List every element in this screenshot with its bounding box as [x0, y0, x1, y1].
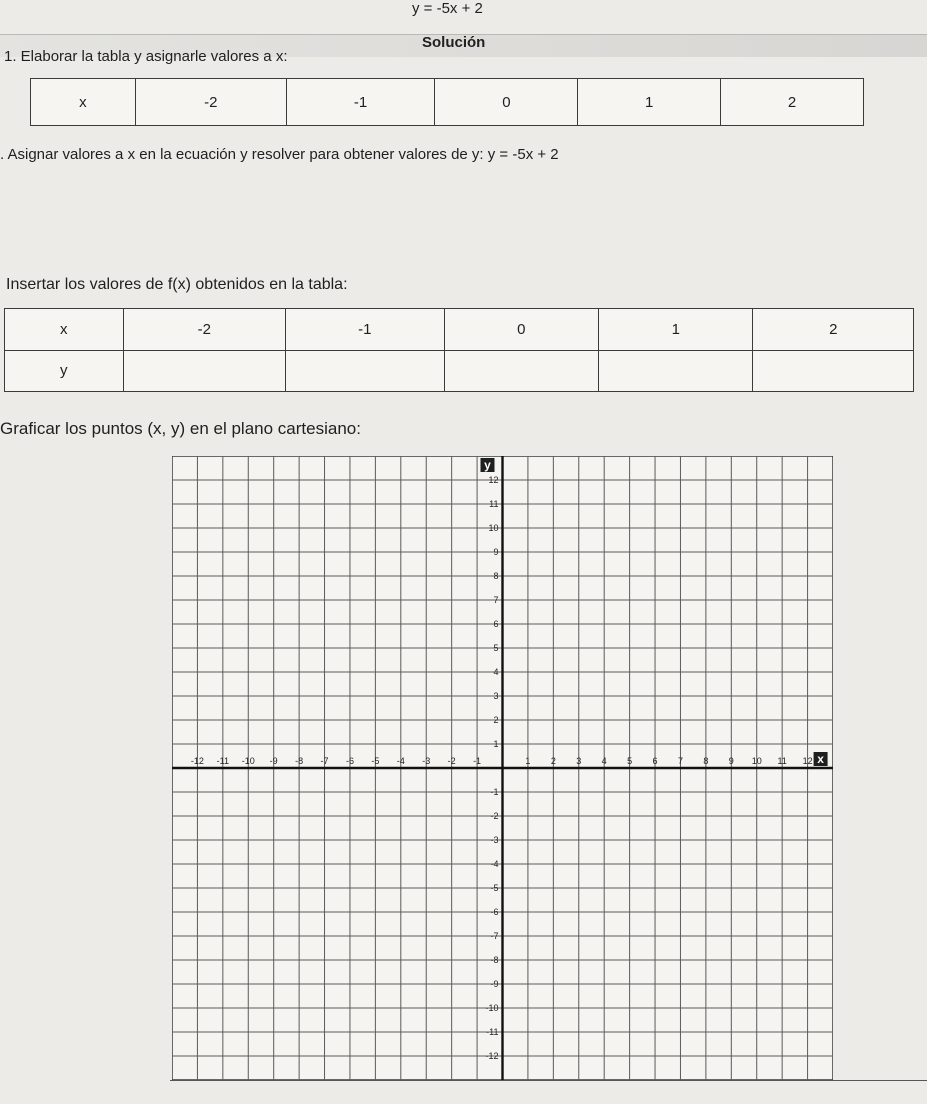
- x-tick-label: -6: [345, 756, 354, 766]
- x-tick-label: 7: [677, 756, 683, 766]
- y-tick-label: -4: [490, 859, 499, 869]
- x-header-cell: x: [5, 309, 124, 351]
- x-tick-label: -11: [216, 756, 230, 766]
- x-value-cell: 2: [721, 79, 864, 126]
- y-value-cell[interactable]: [286, 350, 444, 392]
- y-tick-label: 5: [493, 643, 499, 653]
- y-value-cell[interactable]: [599, 350, 753, 392]
- table-row: [31, 79, 864, 126]
- x-tick-label: -1: [473, 756, 482, 766]
- y-tick-label: -10: [485, 1003, 499, 1013]
- step-1-instruction: 1. Elaborar la tabla y asignarle valores a x:: [4, 48, 288, 65]
- y-tick-label: -12: [485, 1051, 499, 1061]
- step-4-instruction: Graficar los puntos (x, y) en el plano cartesiano:: [0, 419, 361, 438]
- x-tick-label: 11: [777, 756, 787, 766]
- x-value-cell: 0: [435, 79, 578, 126]
- y-value-cell[interactable]: [753, 350, 914, 392]
- x-tick-label: -5: [371, 756, 380, 766]
- x-tick-label: 9: [728, 756, 734, 766]
- x-tick-label: 10: [751, 756, 762, 766]
- x-value-cell: -1: [286, 309, 444, 351]
- x-tick-label: 6: [652, 756, 658, 766]
- y-tick-label: -8: [490, 955, 499, 965]
- x-axis-label: x: [817, 752, 824, 766]
- y-tick-label: -5: [490, 883, 499, 893]
- y-header-cell: y: [5, 350, 124, 392]
- x-tick-label: -9: [269, 756, 278, 766]
- bottom-rule: [170, 1080, 927, 1081]
- y-tick-label: 11: [489, 499, 499, 509]
- x-value-cell: -2: [135, 79, 286, 126]
- y-value-cell[interactable]: [123, 350, 285, 392]
- xy-values-table: [4, 308, 914, 392]
- y-tick-label: 7: [493, 595, 499, 605]
- x-value-cell: 0: [444, 309, 598, 351]
- x-tick-label: 4: [601, 756, 607, 766]
- x-tick-label: 12: [802, 756, 813, 766]
- x-value-cell: 2: [753, 309, 914, 351]
- x-header-cell: x: [31, 79, 136, 126]
- y-tick-label: 6: [493, 619, 499, 629]
- cartesian-plane: [172, 456, 833, 1080]
- y-value-cell[interactable]: [444, 350, 598, 392]
- x-value-cell: -1: [286, 79, 435, 126]
- y-tick-label: 10: [488, 523, 499, 533]
- y-tick-label: 3: [493, 691, 499, 701]
- x-values-table: [30, 78, 864, 126]
- solution-title: Solución: [422, 34, 486, 51]
- y-tick-label: 4: [493, 667, 499, 677]
- y-tick-label: 12: [488, 475, 499, 485]
- x-tick-label: -7: [320, 756, 329, 766]
- y-tick-label: -1: [490, 787, 499, 797]
- x-tick-label: 1: [525, 756, 531, 766]
- table-row: [5, 309, 914, 351]
- x-tick-label: 3: [576, 756, 582, 766]
- x-value-cell: 1: [578, 79, 721, 126]
- y-tick-label: 8: [493, 571, 499, 581]
- x-tick-label: -10: [241, 756, 255, 766]
- step-3-instruction: Insertar los valores de f(x) obtenidos en la tabla:: [6, 276, 348, 293]
- y-tick-label: -3: [490, 835, 499, 845]
- x-tick-label: -2: [447, 756, 456, 766]
- step-2-instruction: . Asignar valores a x en la ecuación y resolver para obtener valores de y: y = -5x + 2: [0, 146, 559, 163]
- y-tick-label: 9: [493, 547, 499, 557]
- y-tick-label: -9: [490, 979, 499, 989]
- y-tick-label: -2: [490, 811, 499, 821]
- y-tick-label: -6: [490, 907, 499, 917]
- x-value-cell: -2: [123, 309, 285, 351]
- x-tick-label: -4: [396, 756, 405, 766]
- y-axis-label: y: [484, 458, 491, 472]
- y-tick-label: 1: [493, 739, 499, 749]
- x-tick-label: 8: [703, 756, 709, 766]
- y-tick-label: -11: [486, 1027, 499, 1037]
- y-tick-label: 2: [493, 715, 499, 725]
- x-value-cell: 1: [599, 309, 753, 351]
- table-row: [5, 350, 914, 392]
- y-tick-label: -7: [490, 931, 499, 941]
- x-tick-label: -12: [190, 756, 204, 766]
- top-equation: y = -5x + 2: [412, 0, 483, 17]
- x-tick-label: -3: [422, 756, 431, 766]
- x-tick-label: -8: [295, 756, 304, 766]
- x-tick-label: 5: [627, 756, 633, 766]
- x-tick-label: 2: [550, 756, 556, 766]
